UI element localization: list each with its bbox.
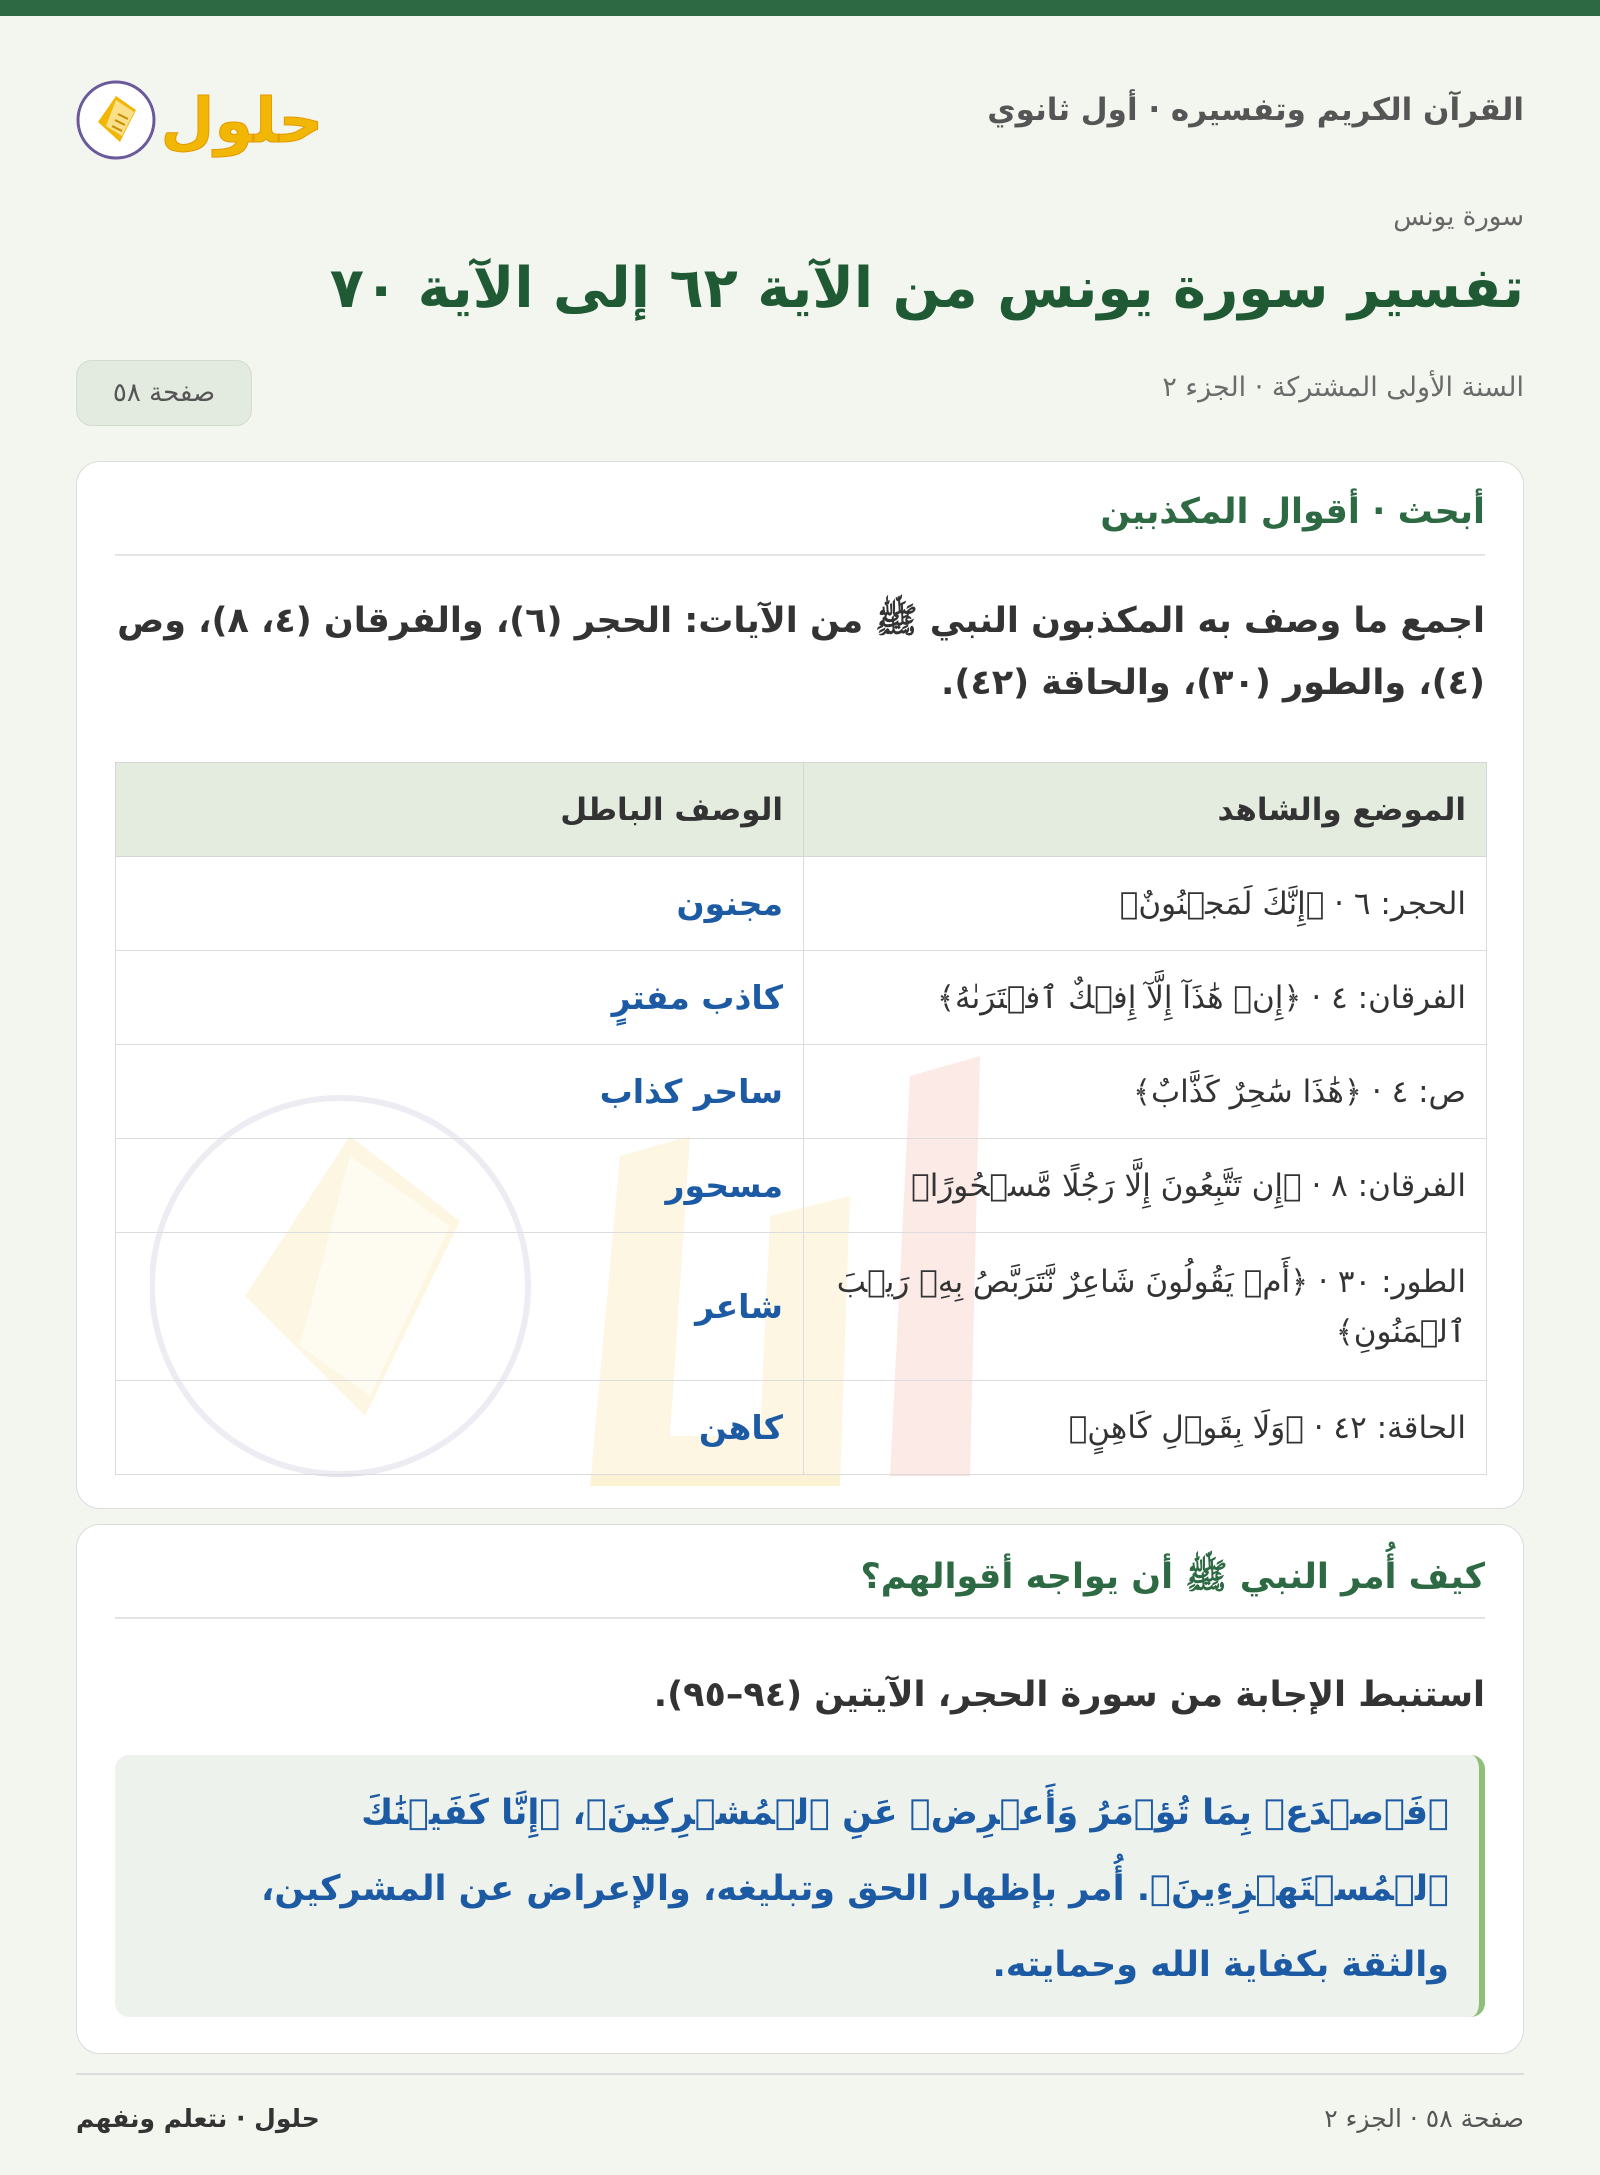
false-description-cell: كاذب مفترٍ (116, 951, 804, 1045)
page-title: تفسير سورة يونس من الآية ٦٢ إلى الآية ٧٠ (329, 256, 1524, 321)
research-card (76, 461, 1524, 1509)
false-description-cell: كاهن (116, 1381, 804, 1475)
table-header-row (116, 763, 1487, 857)
footer-page-info: صفحة ٥٨ · الجزء ٢ (1324, 2104, 1524, 2133)
page-subtitle: السنة الأولى المشتركة · الجزء ٢ (1162, 372, 1524, 403)
page (0, 16, 1600, 2175)
table-row (116, 1139, 1487, 1233)
false-description-cell: شاعر (116, 1233, 804, 1381)
task-text: اجمع ما وصف به المكذبون النبي ﷺ من الآيات: الحجر (٦)، والفرقان (٤، ٨)، وص (٤)، والطور (٣٠)، والحاقة (٤٢). (117, 601, 1485, 703)
false-description-cell: مسحور (116, 1139, 804, 1233)
column-header-reference: الموضع والشاهد (804, 763, 1487, 857)
answer-box: ﴿فَٱصۡدَعۡ بِمَا تُؤۡمَرُ وَأَعۡرِضۡ عَنِ ٱلۡمُشۡرِكِينَ﴾، ﴿إِنَّا كَفَيۡنَٰكَ ٱلۡمُسۡتَهۡزِءِينَ﴾. أُمر بإظهار الحق وتبليغه، والإعراض عن المشركين، والثقة بكفاية الله وحمايته. (115, 1755, 1485, 2017)
top-accent-bar (0, 0, 1600, 16)
logo[interactable] (76, 70, 336, 170)
task-text: استنبط الإجابة من سورة الحجر، الآيتين (٩٤–٩٥). (653, 1675, 1485, 1715)
breadcrumb[interactable]: سورة يونس (1393, 202, 1524, 232)
table-row (116, 857, 1487, 951)
logo-wordmark: حلول (160, 84, 324, 157)
footer-brand: حلول · نتعلم ونفهم (76, 2104, 320, 2133)
logo-book-icon (76, 70, 336, 170)
table-row (116, 1233, 1487, 1381)
column-header-description: الوصف الباطل (116, 763, 804, 857)
verse-reference-cell: ص: ٤ · ﴿هَٰذَا سَٰحِرٌ كَذَّابٌ﴾ (804, 1045, 1487, 1139)
question-card (76, 1524, 1524, 2054)
page-number-badge: صفحة ٥٨ (76, 360, 252, 426)
table-row (116, 1045, 1487, 1139)
card-heading: أبحث · أقوال المكذبين (115, 492, 1485, 556)
table-row (116, 951, 1487, 1045)
header-title: القرآن الكريم وتفسيره · أول ثانوي (987, 92, 1524, 128)
false-description-cell: مجنون (116, 857, 804, 951)
verse-reference-cell: الحاقة: ٤٢ · ﴿وَلَا بِقَوۡلِ كَاهِنٍ﴾ (804, 1381, 1487, 1475)
table-row (116, 1381, 1487, 1475)
verse-reference-cell: الحجر: ٦ · ﴿إِنَّكَ لَمَجۡنُونٌ﴾ (804, 857, 1487, 951)
card-heading: كيف أُمر النبي ﷺ أن يواجه أقوالهم؟ (115, 1555, 1485, 1619)
false-description-cell: ساحر كذاب (116, 1045, 804, 1139)
verse-reference-cell: الفرقان: ٨ · ﴿إِن تَتَّبِعُونَ إِلَّا رَجُلًا مَّسۡحُورًا﴾ (804, 1139, 1487, 1233)
footer-divider (76, 2073, 1524, 2075)
descriptions-table (115, 762, 1487, 1475)
header (76, 56, 1524, 176)
verse-reference-cell: الطور: ٣٠ · ﴿أَمۡ يَقُولُونَ شَاعِرٌ نَّتَرَبَّصُ بِهِۦ رَيۡبَ ٱلۡمَنُونِ﴾ (804, 1233, 1487, 1381)
verse-reference-cell: الفرقان: ٤ · ﴿إِنۡ هَٰذَآ إِلَّآ إِفۡكٌ ٱفۡتَرَىٰهُ﴾ (804, 951, 1487, 1045)
